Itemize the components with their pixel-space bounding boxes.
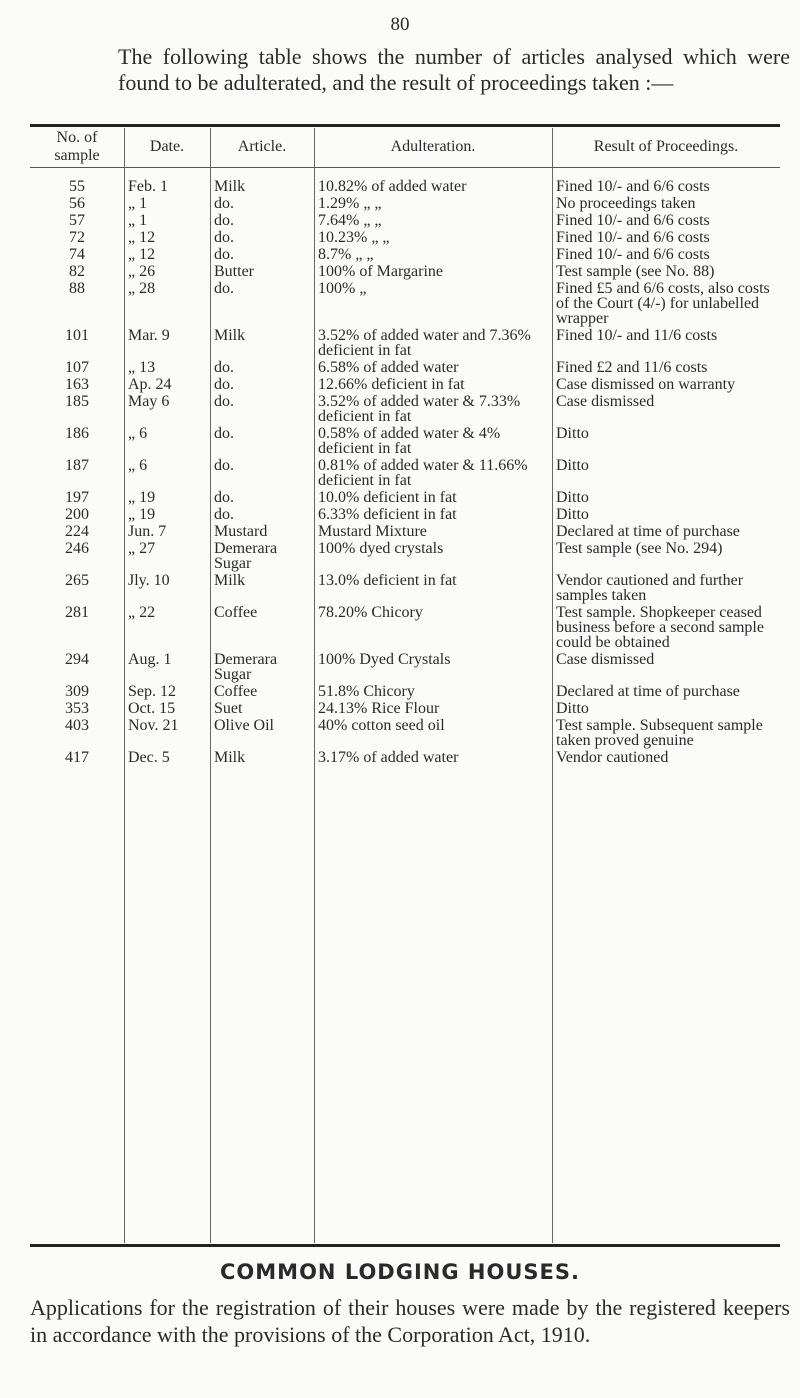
table-row bbox=[30, 604, 780, 651]
date-cell: Ap. 24 bbox=[128, 376, 172, 393]
sample-number-cell: 185 bbox=[65, 393, 89, 410]
adulteration-cell: 3.52% of added water and 7.36% deficient in fat bbox=[318, 327, 531, 359]
header-article: Article. bbox=[237, 138, 287, 155]
adulteration-table bbox=[30, 128, 780, 766]
sample-number-cell: 88 bbox=[69, 280, 85, 297]
result-cell: Vendor cautioned bbox=[556, 749, 669, 766]
adulteration-cell: 78.20% Chicory bbox=[318, 604, 423, 621]
result-cell: Fined £2 and 11/6 costs bbox=[556, 359, 708, 376]
result-cell: No proceedings taken bbox=[556, 195, 696, 212]
adulteration-cell: 3.17% of added water bbox=[318, 749, 459, 766]
article-cell: Milk bbox=[214, 749, 246, 766]
article-cell: Coffee bbox=[214, 683, 258, 700]
header-result: Result of Proceedings. bbox=[593, 138, 739, 155]
table-body bbox=[30, 166, 780, 766]
date-cell: May 6 bbox=[128, 393, 170, 410]
date-cell: Jun. 7 bbox=[128, 523, 167, 540]
table-row bbox=[30, 523, 780, 540]
date-cell: Jly. 10 bbox=[128, 572, 170, 589]
closing-paragraph: Applications for the registration of their houses were made by the registered keepers in accordance with the provisions of the Corporation Act, 1910. bbox=[30, 1295, 790, 1347]
date-cell: „ 12 bbox=[128, 229, 156, 246]
table-row bbox=[30, 327, 780, 359]
table-row bbox=[30, 651, 780, 683]
date-cell: Sep. 12 bbox=[128, 683, 176, 700]
table-row bbox=[30, 178, 780, 195]
date-cell: Aug. 1 bbox=[128, 651, 172, 668]
article-cell: do. bbox=[214, 425, 234, 442]
sample-number-cell: 224 bbox=[65, 523, 89, 540]
result-cell: Case dismissed bbox=[556, 393, 655, 410]
article-cell: Olive Oil bbox=[214, 717, 274, 734]
result-cell: Ditto bbox=[556, 700, 589, 717]
adulteration-cell: 10.0% deficient in fat bbox=[318, 489, 457, 506]
result-cell: Vendor cautioned and further samples taken bbox=[556, 572, 744, 604]
table-row bbox=[30, 489, 780, 506]
article-cell: Suet bbox=[214, 700, 243, 717]
table-top-rule bbox=[30, 124, 780, 127]
sample-number-cell: 82 bbox=[69, 263, 85, 280]
sample-number-cell: 74 bbox=[69, 246, 85, 263]
result-cell: Fined 10/- and 11/6 costs bbox=[556, 327, 718, 344]
adulteration-cell: 1.29% „ „ bbox=[318, 195, 382, 212]
adulteration-cell: 40% cotton seed oil bbox=[318, 717, 445, 734]
adulteration-cell: 100% Dyed Crystals bbox=[318, 651, 451, 668]
result-cell: Test sample. Shopkeeper ceased business before a second sample could be obtained bbox=[556, 604, 764, 651]
article-cell: do. bbox=[214, 246, 234, 263]
table-row bbox=[30, 540, 780, 572]
result-cell: Ditto bbox=[556, 489, 589, 506]
article-cell: do. bbox=[214, 359, 234, 376]
result-cell: Ditto bbox=[556, 457, 589, 474]
sample-number-cell: 187 bbox=[65, 457, 89, 474]
header-adulteration: Adulteration. bbox=[390, 138, 476, 155]
adulteration-cell: 6.33% deficient in fat bbox=[318, 506, 457, 523]
result-cell: Test sample (see No. 88) bbox=[556, 263, 715, 280]
date-cell: „ 6 bbox=[128, 457, 148, 474]
adulteration-cell: 100% „ bbox=[318, 280, 367, 297]
result-cell: Fined 10/- and 6/6 costs bbox=[556, 229, 710, 246]
article-cell: Butter bbox=[214, 263, 254, 280]
article-cell: Mustard bbox=[214, 523, 268, 540]
sample-number-cell: 265 bbox=[65, 572, 89, 589]
table-row bbox=[30, 212, 780, 229]
adulteration-cell: 0.58% of added water & 4% deficient in fat bbox=[318, 425, 501, 457]
table-row bbox=[30, 749, 780, 766]
adulteration-cell: 7.64% „ „ bbox=[318, 212, 382, 229]
table-row bbox=[30, 359, 780, 376]
article-cell: do. bbox=[214, 506, 234, 523]
sample-number-cell: 186 bbox=[65, 425, 89, 442]
article-cell: do. bbox=[214, 393, 234, 410]
page-number: 80 bbox=[390, 14, 410, 35]
sample-number-cell: 197 bbox=[65, 489, 89, 506]
result-cell: Declared at time of purchase bbox=[556, 523, 740, 540]
date-cell: „ 1 bbox=[128, 195, 148, 212]
intro-paragraph: The following table shows the number of articles analysed which were found to be adulterated, and the result of proceedings taken :— bbox=[118, 44, 790, 95]
article-cell: do. bbox=[214, 229, 234, 246]
date-cell: „ 12 bbox=[128, 246, 156, 263]
date-cell: „ 1 bbox=[128, 212, 148, 229]
table-row bbox=[30, 457, 780, 489]
adulteration-cell: 24.13% Rice Flour bbox=[318, 700, 440, 717]
result-cell: Fined £5 and 6/6 costs, also costs of the Court (4/-) for unlabelled wrapper bbox=[556, 280, 770, 327]
result-cell: Case dismissed bbox=[556, 651, 655, 668]
table-row bbox=[30, 246, 780, 263]
date-cell: Nov. 21 bbox=[128, 717, 179, 734]
sample-number-cell: 294 bbox=[65, 651, 89, 668]
adulteration-cell: Mustard Mixture bbox=[318, 523, 427, 540]
table-row bbox=[30, 683, 780, 700]
table-row bbox=[30, 263, 780, 280]
result-cell: Declared at time of purchase bbox=[556, 683, 740, 700]
header-date: Date. bbox=[149, 138, 185, 155]
article-cell: Milk bbox=[214, 327, 246, 344]
adulteration-cell: 51.8% Chicory bbox=[318, 683, 415, 700]
table-row bbox=[30, 572, 780, 604]
sample-number-cell: 353 bbox=[65, 700, 89, 717]
table-row bbox=[30, 425, 780, 457]
adulteration-cell: 6.58% of added water bbox=[318, 359, 459, 376]
adulteration-cell: 10.82% of added water bbox=[318, 178, 467, 195]
result-cell: Case dismissed on warranty bbox=[556, 376, 736, 393]
adulteration-cell: 0.81% of added water & 11.66% deficient in fat bbox=[318, 457, 528, 489]
result-cell: Test sample (see No. 294) bbox=[556, 540, 723, 557]
sample-number-cell: 56 bbox=[69, 195, 85, 212]
date-cell: „ 6 bbox=[128, 425, 148, 442]
table-row bbox=[30, 700, 780, 717]
date-cell: Feb. 1 bbox=[128, 178, 168, 195]
adulteration-cell: 12.66% deficient in fat bbox=[318, 376, 465, 393]
article-cell: Milk bbox=[214, 572, 246, 589]
table-header-row bbox=[30, 128, 780, 166]
table-bottom-rule bbox=[30, 1244, 780, 1247]
date-cell: „ 27 bbox=[128, 540, 156, 557]
section-heading: COMMON LODGING HOUSES. bbox=[220, 1260, 580, 1284]
article-cell: do. bbox=[214, 376, 234, 393]
result-cell: Ditto bbox=[556, 506, 589, 523]
date-cell: „ 28 bbox=[128, 280, 156, 297]
sample-number-cell: 72 bbox=[69, 229, 85, 246]
result-cell: Test sample. Subsequent sample taken proved genuine bbox=[556, 717, 763, 749]
result-cell: Fined 10/- and 6/6 costs bbox=[556, 212, 710, 229]
date-cell: Mar. 9 bbox=[128, 327, 170, 344]
sample-number-cell: 107 bbox=[65, 359, 89, 376]
sample-number-cell: 55 bbox=[69, 178, 85, 195]
table-row bbox=[30, 280, 780, 327]
result-cell: Fined 10/- and 6/6 costs bbox=[556, 246, 710, 263]
adulteration-cell: 10.23% „ „ bbox=[318, 229, 390, 246]
adulteration-cell: 100% dyed crystals bbox=[318, 540, 444, 557]
table-row bbox=[30, 376, 780, 393]
article-cell: do. bbox=[214, 457, 234, 474]
article-cell: do. bbox=[214, 280, 234, 297]
article-cell: do. bbox=[214, 195, 234, 212]
date-cell: „ 19 bbox=[128, 489, 156, 506]
adulteration-cell: 13.0% deficient in fat bbox=[318, 572, 457, 589]
sample-number-cell: 57 bbox=[69, 212, 85, 229]
article-cell: do. bbox=[214, 212, 234, 229]
sample-number-cell: 281 bbox=[65, 604, 89, 621]
sample-number-cell: 417 bbox=[65, 749, 89, 766]
date-cell: „ 19 bbox=[128, 506, 156, 523]
table-row bbox=[30, 195, 780, 212]
article-cell: Milk bbox=[214, 178, 246, 195]
sample-number-cell: 101 bbox=[65, 327, 89, 344]
article-cell: Coffee bbox=[214, 604, 258, 621]
sample-number-cell: 200 bbox=[65, 506, 89, 523]
adulteration-cell: 3.52% of added water & 7.33% deficient in fat bbox=[318, 393, 521, 425]
date-cell: „ 26 bbox=[128, 263, 156, 280]
date-cell: Dec. 5 bbox=[128, 749, 170, 766]
sample-number-cell: 246 bbox=[65, 540, 89, 557]
sample-number-cell: 403 bbox=[65, 717, 89, 734]
date-cell: Oct. 15 bbox=[128, 700, 176, 717]
table-row bbox=[30, 506, 780, 523]
table-row bbox=[30, 393, 780, 425]
table-row bbox=[30, 229, 780, 246]
header-sample-number: No. of sample bbox=[54, 129, 100, 164]
date-cell: „ 22 bbox=[128, 604, 156, 621]
article-cell: Demerara Sugar bbox=[214, 540, 278, 572]
result-cell: Fined 10/- and 6/6 costs bbox=[556, 178, 710, 195]
date-cell: „ 13 bbox=[128, 359, 156, 376]
article-cell: do. bbox=[214, 489, 234, 506]
sample-number-cell: 309 bbox=[65, 683, 89, 700]
article-cell: Demerara Sugar bbox=[214, 651, 278, 683]
result-cell: Ditto bbox=[556, 425, 589, 442]
adulteration-cell: 100% of Margarine bbox=[318, 263, 443, 280]
table-row bbox=[30, 717, 780, 749]
sample-number-cell: 163 bbox=[65, 376, 89, 393]
adulteration-cell: 8.7% „ „ bbox=[318, 246, 374, 263]
